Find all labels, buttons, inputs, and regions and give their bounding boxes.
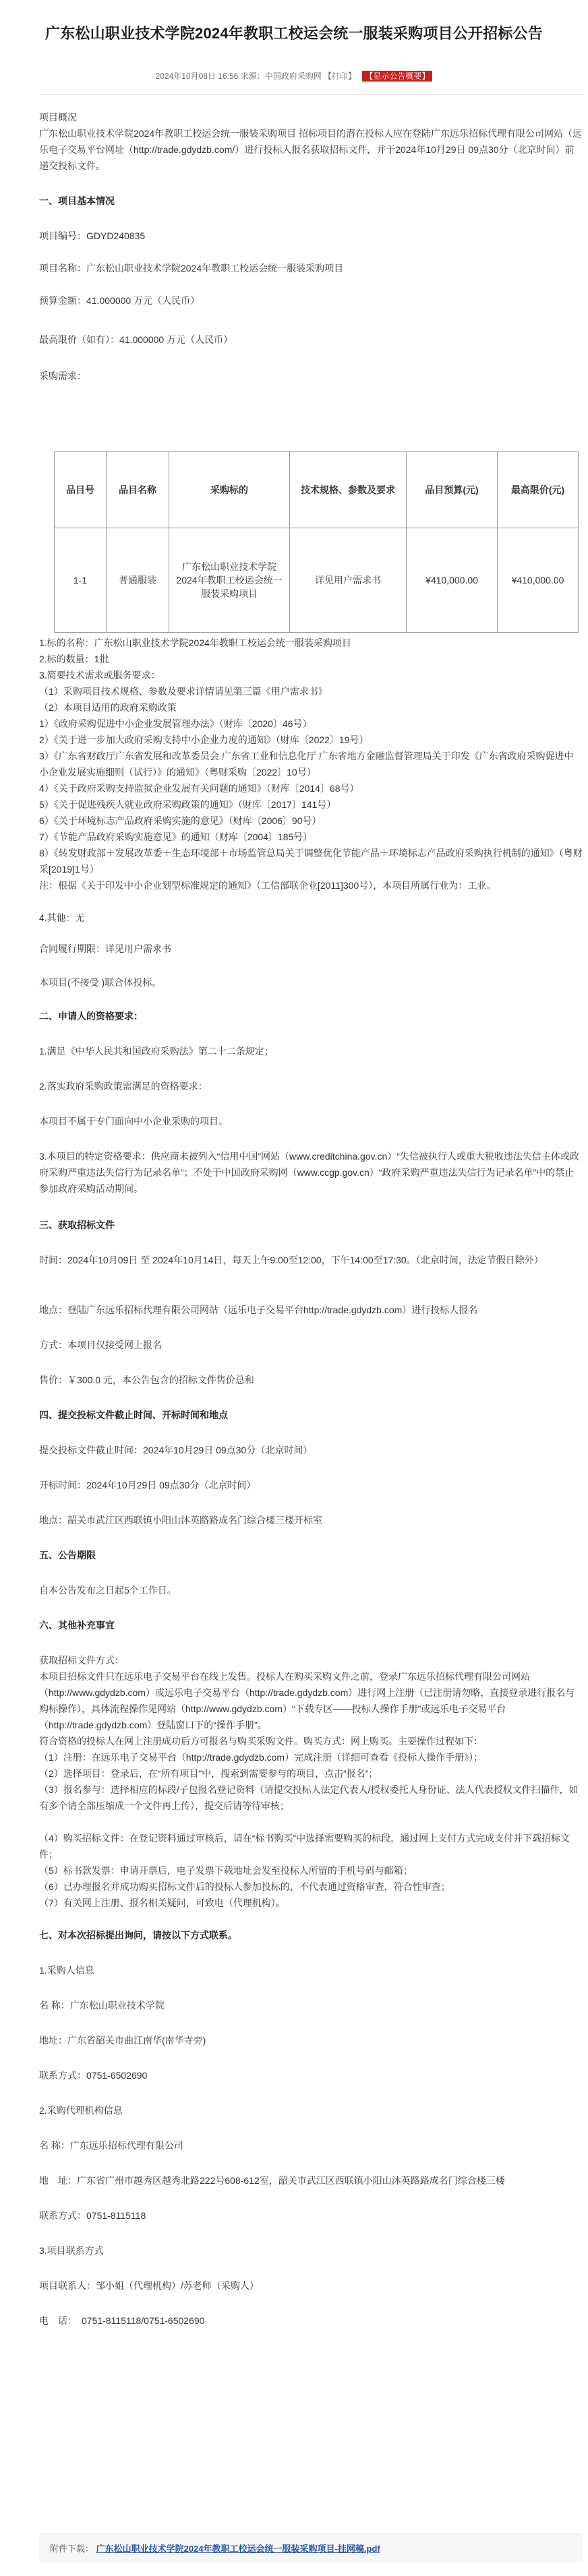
publish-date: 2024年10月08日 16:56 <box>155 71 239 81</box>
section7-heading: 七、对本次招标提出询问，请按以下方式联系。 <box>39 1930 237 1941</box>
detail-line: 2.标的数量：1批 <box>39 654 109 664</box>
table-cell: 广东松山职业技术学院2024年教职工校运会统一服装采购项目 <box>169 528 290 633</box>
opening-place: 地点：韶关市武江区西联镇小阳山沐英路路成名门综合楼三楼开标室 <box>39 1515 322 1526</box>
supplement-line: （2）选择项目：登录后，在“所有项目”中，搜索到需要参与的项目，点击“报名”； <box>39 1768 378 1779</box>
intro-heading: 项目概况 <box>39 112 77 123</box>
table-header: 技术规格、参数及要求 <box>290 452 407 528</box>
supplement-line: 获取招标文件方式： <box>39 1655 124 1666</box>
detail-line: 4.其他：无 <box>39 912 85 923</box>
show-summary-button[interactable]: 【显示公告概要】 <box>362 71 432 82</box>
table-header-row <box>55 452 579 528</box>
submission-deadline: 提交投标文件截止时间：2024年10月29日 09点30分（北京时间） <box>39 1445 313 1455</box>
table-cell: 普通服装 <box>107 528 169 633</box>
project-name: 项目名称：广东松山职业技术学院2024年教职工校运会统一服装采购项目 <box>39 263 344 274</box>
table-header: 品目号 <box>55 452 107 528</box>
agent-heading: 2.采购代理机构信息 <box>39 2105 123 2116</box>
supplement-line: （4）购买招标文件：在登记资料通过审核后，请在“标书购买”中选择需要购买的标段，通过网上支付方式完成支付并下载招标文件； <box>39 1833 570 1860</box>
meta-line <box>0 70 588 82</box>
contact-person: 项目联系人：邹小姐（代理机构）/苏老师（采购人） <box>39 2280 259 2291</box>
contact-phone: 电 话： 0751-8115118/0751-6502690 <box>39 2315 205 2326</box>
contract-period: 合同履行期限：详见用户需求书 <box>39 943 171 954</box>
qualification-line: 2.落实政府采购政策需满足的资格要求： <box>39 1081 208 1092</box>
detail-line: 1.标的名称：广东松山职业技术学院2024年教职工校运会统一服装采购项目 <box>39 637 351 648</box>
project-code: 项目编号：GDYD240835 <box>39 230 146 241</box>
detail-line: （1）采购项目技术规格、参数及要求详情请见第三篇《用户需求书》 <box>39 686 328 697</box>
supplement-line: 符合资格的投标人在网上注册成功后方可报名与购买采购文件。购买方式：网上购买。主要操作过程如下： <box>39 1736 483 1747</box>
table-cell: 1-1 <box>55 528 107 633</box>
budget-amount: 预算金额：41.000000 万元（人民币） <box>39 295 200 306</box>
max-price: 最高限价（如有）：41.000000 万元（人民币） <box>39 334 233 345</box>
table-cell: ¥410,000.00 <box>407 528 498 633</box>
section1-heading: 一、项目基本情况 <box>39 195 115 206</box>
supplement-line: （1）注册：在远乐电子交易平台（http://trade.gdydzb.com）完成注册（详细可查看《投标人操作手册》）； <box>39 1752 483 1763</box>
supplement-line: （7）有关网上注册、报名相关疑问，可致电（代理机构）。 <box>39 1897 285 1908</box>
table-header: 最高限价(元) <box>498 452 579 528</box>
supplement-line: （3）报名参与：选择相应的标段/子包报名登记资料（请提交投标人法定代表人/授权委托人身份证、法人代表授权文件扫描件，如有多个请全部压缩成一个文件再上传），提交后请等待审核； <box>39 1784 579 1811</box>
detail-line: 7）《节能产品政府采购实施意见》的通知（财库〔2004〕185号） <box>39 831 313 842</box>
detail-line: 8）《转发财政部＋发展改革委＋生态环境部＋市场监管总局关于调整优化节能产品＋环境标志产品政府采购执行机制的通知》（粤财采[2019]1号） <box>39 848 583 875</box>
table-cell: ¥410,000.00 <box>498 528 579 633</box>
page-title: 广东松山职业技术学院2024年教职工校运会统一服装采购项目公开招标公告 <box>45 25 543 42</box>
supplement-line: （6）已办理报名并成功购买招标文件后的投标人参加投标的，不代表通过资格审查，符合性审查； <box>39 1881 450 1892</box>
detail-line: 3）《广东省财政厅广东省发展和改革委员会 广东省工业和信息化厅 广东省地方金融监督管理局关于印发《广东省政府采购促进中小企业发展实施细则（试行）》的通知》（粤财采购〔2022〕10号） <box>39 751 574 778</box>
detail-line: 注：根据《关于印发中小企业划型标准规定的通知》（工信部联企业[2011]300号），本项目所属行业为：工业。 <box>39 880 496 891</box>
qualification-line: 1.满足《中华人民共和国政府采购法》第二十二条规定； <box>39 1046 274 1057</box>
demand-label: 采购需求： <box>39 371 86 381</box>
detail-line: 6）《关于环境标志产品政府采购实施的意见》（财库〔2006〕90号） <box>39 815 322 826</box>
attachment-bar <box>39 2534 583 2563</box>
table-header: 品目预算(元) <box>407 452 498 528</box>
section3-heading: 三、获取招标文件 <box>39 1220 115 1230</box>
table-cell: 详见用户需求书 <box>290 528 407 633</box>
section4-heading: 四、提交投标文件截止时间、开标时间和地点 <box>39 1410 228 1420</box>
detail-line: 5）《关于促进残疾人就业政府采购政策的通知》（财库〔2017〕141号） <box>39 799 336 810</box>
section6-heading: 六、其他补充事宜 <box>39 1620 115 1631</box>
detail-line: 3.简要技术需求或服务要求： <box>39 670 160 681</box>
agent-address: 地 址：广东省广州市越秀区越秀北路222号608-612室，韶关市武江区西联镇小阳山沐英路路成名门综合楼三楼 <box>39 2175 505 2186</box>
procurement-table <box>54 451 579 633</box>
obtain-method: 方式：本项目仅接受网上报名 <box>39 1340 162 1350</box>
buyer-name: 名 称：广东松山职业技术学院 <box>39 2000 165 2011</box>
detail-line: 4）《关于政府采购支持监狱企业发展有关问题的通知》（财库〔2014〕68号） <box>39 783 359 794</box>
obtain-place: 地点：登陆广东远乐招标代理有限公司网站（远乐电子交易平台http://trade.gdydzb.com）进行投标人报名 <box>39 1305 478 1315</box>
document-price: 售价：￥300.0 元，本公告包含的招标文件售价总和 <box>39 1375 254 1385</box>
buyer-address: 地址：广东省韶关市曲江南华(南华寺旁) <box>39 2035 206 2046</box>
divider <box>39 94 584 95</box>
detail-line: 1）《政府采购促进中小企业发展管理办法》（财库〔2020〕46号） <box>39 718 312 729</box>
supplement-line: （5）标书款发票：申请开票后，电子发票下载地址会发至投标人所留的手机号码与邮箱； <box>39 1865 413 1876</box>
buyer-phone: 联系方式：0751-6502690 <box>39 2070 148 2081</box>
detail-line: （2）本项目适用的政府采购政策 <box>39 702 177 713</box>
table-header: 品目名称 <box>107 452 169 528</box>
print-link[interactable]: 【打印】 <box>324 71 357 81</box>
supplement-line: 本项目招标文件只在远乐电子交易平台在线上发售。投标人在购买采购文件之前，登录广东远乐招标代理有限公司网站（http://www.gdydzb.com）或远乐电子交易平台（http://trade.gdydzb.com）进行网上注册（已注册请勿略，直接登录进行报名与购标操作），具体流程操作见网站（http://www.gdydzb.com）“下载专区——投标人操作手册”或远乐电子交易平台（http://trade.gdydzb.com）登陆窗口下的“操作手册”。 <box>39 1671 575 1730</box>
agent-name: 名 称：广东远乐招标代理有限公司 <box>39 2140 183 2151</box>
source-text: 来源：中国政府采购网 <box>240 71 322 81</box>
opening-time: 开标时间：2024年10月29日 09点30分（北京时间） <box>39 1480 256 1490</box>
detail-line: 2）《关于进一步加大政府采购支持中小企业力度的通知》（财库〔2022〕19号） <box>39 734 369 745</box>
agent-phone: 联系方式：0751-8115118 <box>39 2210 146 2221</box>
qualification-line: 3.本项目的特定资格要求：供应商未被列入“信用中国”网站（www.creditchina.gov.cn）“失信被执行人或重大税收违法失信主体或政府采购严重违法失信行为记录名单”；不处于中国政府采购网（www.ccgp.gov.cn）“政府采购严重违法失信行为记录名单”中的禁止参加政府采购活动期间。 <box>39 1151 579 1194</box>
qualification-line: 本项目不属于专门面向中小企业采购的项目。 <box>39 1116 228 1127</box>
attachment-link[interactable]: 广东松山职业技术学院2024年教职工校运会统一服装采购项目-挂网稿.pdf <box>96 2544 380 2554</box>
table-row <box>55 528 579 633</box>
announcement-period: 自本公告发布之日起5个工作日。 <box>39 1585 177 1596</box>
consortium-note: 本项目(不接受 )联合体投标。 <box>39 977 162 988</box>
intro-text: 广东松山职业技术学院2024年教职工校运会统一服装采购项目 招标项目的潜在投标人应在登陆广东远乐招标代理有限公司网站（远乐电子交易平台网址（http://trade.gdydzb.com/）进行投标人报名获取招标文件，并于2024年10月29日 09点30分（北京时间）前递交投标文件。 <box>39 128 583 171</box>
table-header: 采购标的 <box>169 452 290 528</box>
obtain-time: 时间：2024年10月09日 至 2024年10月14日，每天上午9:00至12:00，下午14:00至17:30。（北京时间，法定节假日除外） <box>39 1255 543 1265</box>
section5-heading: 五、公告期限 <box>39 1550 96 1561</box>
buyer-heading: 1.采购人信息 <box>39 1965 94 1976</box>
section2-heading: 二、申请人的资格要求： <box>39 1011 143 1022</box>
attachment-label: 附件下载： <box>50 2544 94 2554</box>
contact-heading: 3.项目联系方式 <box>39 2245 104 2256</box>
